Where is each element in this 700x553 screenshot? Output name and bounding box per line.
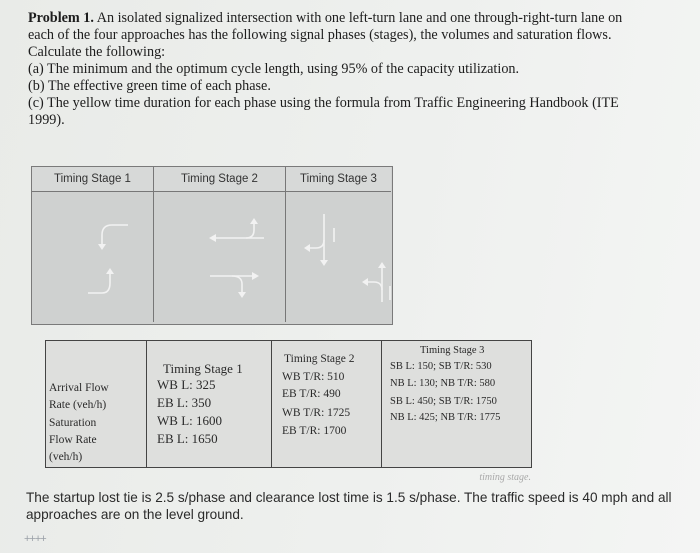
label-veh-h: (veh/h) [49, 451, 83, 463]
footer-line-2: approaches are on the level ground. [26, 507, 244, 522]
table-stage-3-column [382, 341, 530, 467]
item-c-line-1: (c) The yellow time duration for each phase using the formula from Traffic Engineering Handbook (ITE [28, 95, 619, 111]
item-c-line-2: 1999). [28, 112, 65, 128]
diagram-header-stage-2: Timing Stage 2 [154, 167, 286, 192]
label-rate-veh-h: Rate (veh/h) [49, 399, 107, 411]
stage-1-header: Timing Stage 1 [163, 361, 243, 376]
stage-3-line-2: NB L: 130; NB T/R: 580 [390, 378, 496, 389]
volume-table [45, 340, 532, 483]
faded-table-note: timing stage. [479, 472, 531, 483]
phase-diagram [31, 166, 393, 325]
stage-2-line-4: EB T/R: 1700 [282, 425, 347, 437]
stage-3-line-1: SB L: 150; SB T/R: 530 [390, 361, 492, 372]
stage-3-line-4: NB L: 425; NB T/R: 1775 [390, 412, 501, 423]
stage-1-line-4: EB L: 1650 [157, 431, 218, 446]
stage-1-cell [32, 192, 154, 322]
table-label-column [46, 341, 147, 467]
intro-line-1: An isolated signalized intersection with one left-turn lane and one through-right-turn lane on [96, 10, 623, 26]
stage-2-through-arrows-icon [154, 192, 285, 322]
stage-2-cell [154, 192, 286, 322]
stage-1-line-3: WB L: 1600 [157, 413, 222, 428]
item-a: (a) The minimum and the optimum cycle length, using 95% of the capacity utilization. [28, 61, 520, 77]
stage-3-header: Timing Stage 3 [420, 345, 485, 356]
table-stage-2-column [272, 341, 382, 467]
stage-2-line-1: WB T/R: 510 [282, 371, 345, 383]
stage-1-line-2: EB L: 350 [157, 395, 212, 410]
problem-intro [28, 10, 688, 27]
intro-line-3: Calculate the following: [28, 44, 166, 60]
label-arrival-flow: Arrival Flow [49, 382, 109, 394]
given-conditions [26, 489, 696, 523]
diagram-header-stage-1: Timing Stage 1 [32, 167, 154, 192]
diagram-header-stage-3: Timing Stage 3 [286, 167, 391, 192]
stage-1-left-turn-arrows-icon [32, 192, 153, 322]
stage-3-ns-arrows-icon [286, 192, 391, 322]
stage-2-line-3: WB T/R: 1725 [282, 407, 351, 419]
stage-2-line-2: EB T/R: 490 [282, 388, 341, 400]
problem-number: Problem 1. [28, 10, 94, 26]
stage-3-cell [286, 192, 391, 322]
label-saturation: Saturation [49, 417, 97, 429]
footer-line-1: The startup lost tie is 2.5 s/phase and clearance lost time is 1.5 s/phase. The traffic speed is 40 mph and all [26, 490, 672, 505]
problem-statement [28, 10, 688, 129]
stage-1-line-1: WB L: 325 [157, 377, 216, 392]
intro-line-2: each of the four approaches has the following signal phases (stages), the volumes and saturation flows. [28, 27, 612, 43]
item-b: (b) The effective green time of each phase. [28, 78, 271, 94]
stage-3-line-3: SB L: 450; SB T/R: 1750 [390, 396, 497, 407]
label-flow-rate: Flow Rate [49, 434, 97, 446]
pencil-scribble: ++++ [24, 533, 46, 545]
stage-2-header: Timing Stage 2 [284, 353, 355, 365]
table-stage-1-column [147, 341, 272, 467]
